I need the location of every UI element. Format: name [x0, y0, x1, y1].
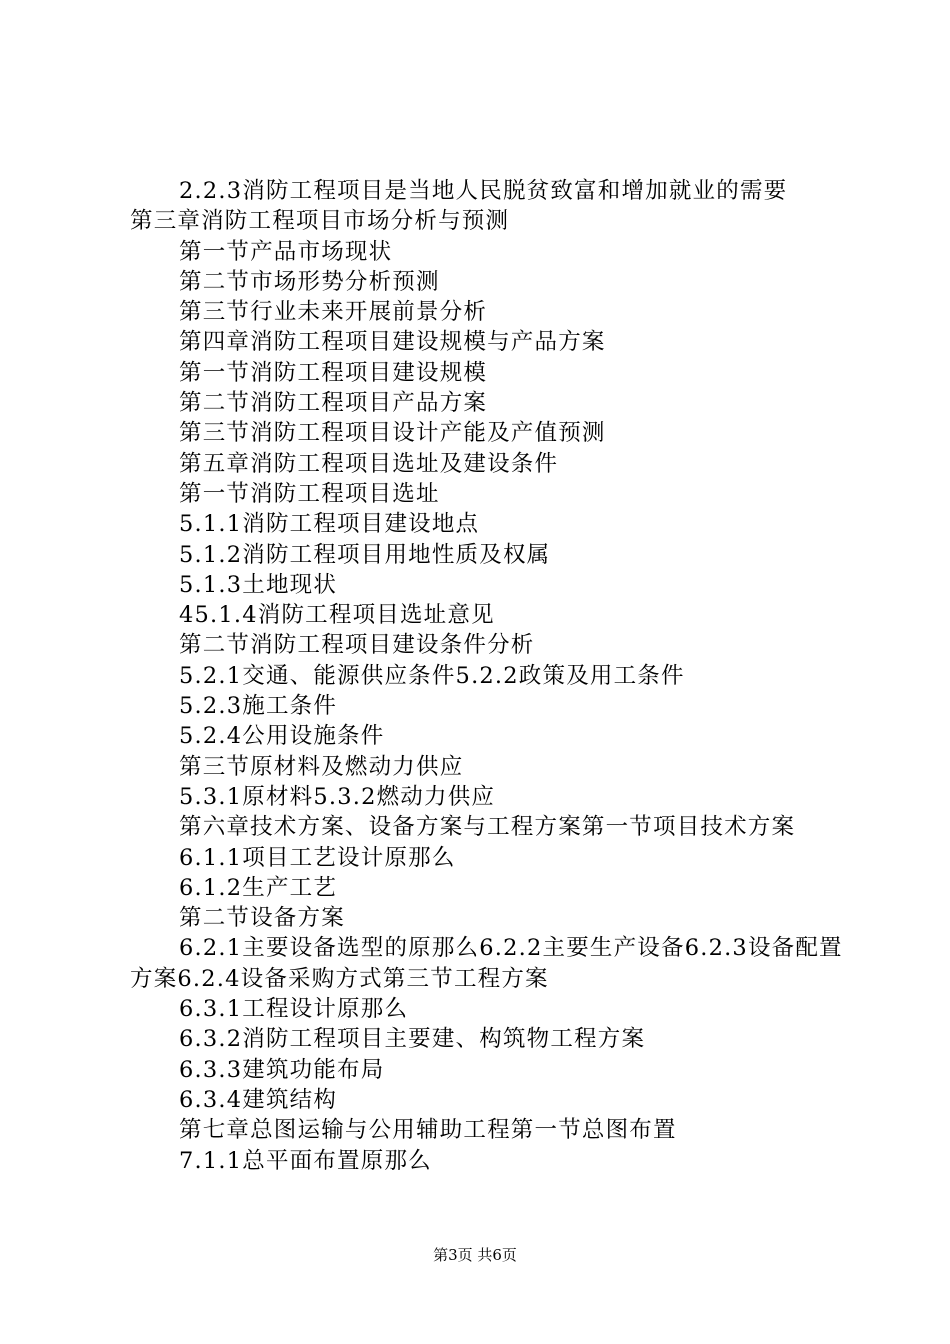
subsection-line: 6.1.1项目工艺设计原那么 [179, 844, 456, 871]
section-heading: 第三节消防工程项目设计产能及产值预测 [179, 420, 606, 447]
page-footer: 第3页 共6页 [433, 1246, 517, 1264]
subsection-line: 5.2.4公用设施条件 [179, 723, 385, 750]
subsection-line: 5.2.1交通、能源供应条件5.2.2政策及用工条件 [179, 662, 685, 689]
chapter-heading: 第四章消防工程项目建设规模与产品方案 [179, 329, 606, 356]
subsection-line: 6.3.1工程设计原那么 [179, 996, 409, 1023]
chapter-heading: 第六章技术方案、设备方案与工程方案第一节项目技术方案 [179, 814, 796, 841]
subsection-line: 5.1.1消防工程项目建设地点 [179, 511, 480, 538]
subsection-line: 5.1.3土地现状 [179, 571, 338, 598]
section-heading: 第二节消防工程项目建设条件分析 [179, 632, 535, 659]
text-line: 2.2.3消防工程项目是当地人民脱贫致富和增加就业的需要 [179, 178, 788, 204]
subsection-line: 6.1.2生产工艺 [179, 874, 338, 901]
section-heading: 第二节市场形势分析预测 [179, 268, 440, 295]
section-heading: 第二节设备方案 [179, 905, 345, 932]
subsection-line: 6.3.3建筑功能布局 [179, 1056, 385, 1083]
chapter-heading: 第七章总图运输与公用辅助工程第一节总图布置 [179, 1117, 677, 1144]
chapter-heading: 第五章消防工程项目选址及建设条件 [179, 450, 559, 477]
subsection-line: 5.2.3施工条件 [179, 693, 338, 720]
section-heading: 第三节行业未来开展前景分析 [179, 299, 488, 326]
document-body [130, 176, 860, 1176]
subsection-line: 5.1.2消防工程项目用地性质及权属 [179, 541, 551, 568]
subsection-line: 6.3.2消防工程项目主要建、构筑物工程方案 [179, 1026, 646, 1053]
subsection-line: 45.1.4消防工程项目选址意见 [179, 602, 495, 629]
subsection-line: 5.3.1原材料5.3.2燃动力供应 [179, 783, 496, 810]
subsection-line: 6.3.4建筑结构 [179, 1086, 338, 1113]
subsection-line: 7.1.1总平面布置原那么 [179, 1147, 432, 1174]
section-heading: 第一节消防工程项目选址 [179, 480, 440, 507]
subsection-paragraph: 6.2.1主要设备选型的原那么6.2.2主要生产设备6.2.3设备配置方案6.2.4设备采购方式第三节工程方案 [130, 935, 843, 992]
section-heading: 第二节消防工程项目产品方案 [179, 390, 488, 417]
chapter-heading: 第三章消防工程项目市场分析与预测 [130, 208, 510, 235]
section-heading: 第一节消防工程项目建设规模 [179, 359, 488, 386]
section-heading: 第一节产品市场现状 [179, 238, 393, 265]
section-heading: 第三节原材料及燃动力供应 [179, 753, 464, 780]
